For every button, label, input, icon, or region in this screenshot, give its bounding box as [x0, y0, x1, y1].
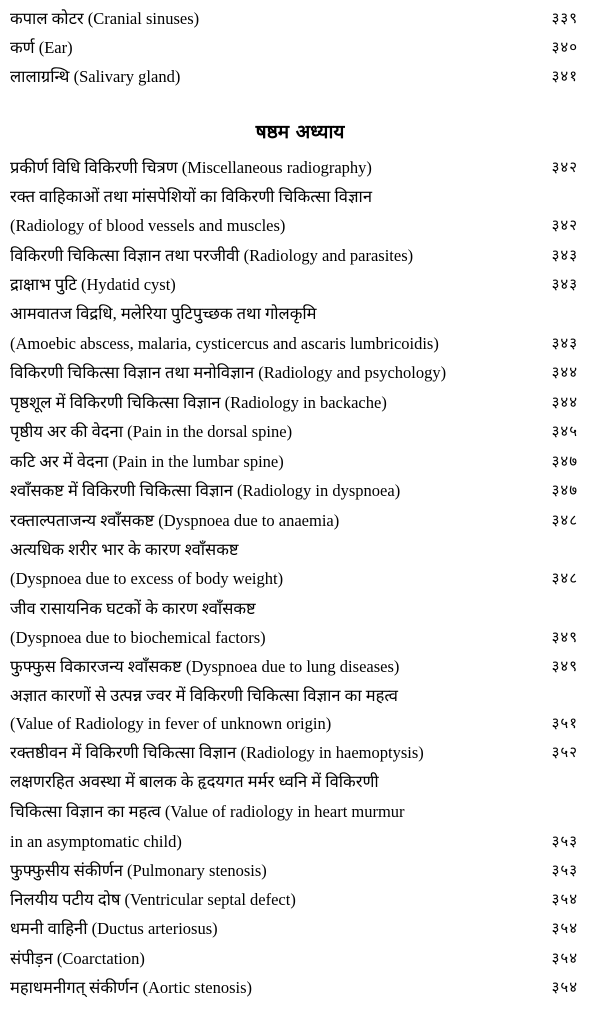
entry-title: निलयीय पटीय दोष (Ventricular septal defect) — [10, 890, 296, 909]
chapter-heading: षष्ठम अध्याय — [255, 121, 345, 143]
entry-title: रक्ताल्पताजन्य श्वाँसकष्ट (Dyspnoea due to anaemia) — [10, 511, 340, 530]
entry-title: अत्यधिक शरीर भार के कारण श्वाँसकष्ट — [10, 540, 239, 559]
toc-entry — [10, 4, 590, 33]
toc-entry — [10, 856, 590, 885]
toc-entry — [10, 944, 590, 973]
toc-entry — [10, 652, 590, 681]
toc-entry — [10, 709, 590, 738]
toc-entry — [10, 767, 590, 796]
page-number: ३४४ — [551, 363, 578, 381]
entry-title: लक्षणरहित अवस्था में बालक के हृदयगत मर्मर ध्वनि में विकिरणी — [10, 772, 379, 791]
toc-entry — [10, 358, 590, 387]
toc-entry — [10, 506, 590, 535]
entry-title: कर्ण (Ear) — [10, 38, 73, 57]
entry-title: श्वाँसकष्ट में विकिरणी चिकित्सा विज्ञान (Radiology in dyspnoea) — [10, 481, 401, 500]
toc-entry — [10, 388, 590, 417]
page-number: ३५१ — [551, 714, 578, 732]
toc-entry — [10, 564, 590, 593]
page-number: ३४७ — [551, 452, 578, 470]
page-number: ३४७ — [551, 481, 578, 499]
page-number: ३४८ — [551, 569, 578, 587]
toc-entry — [10, 885, 590, 914]
entry-title: (Amoebic abscess, malaria, cysticercus and ascaris lumbricoidis) — [10, 334, 439, 353]
toc-entry — [10, 153, 590, 182]
toc-entry — [10, 914, 590, 943]
page-number: ३४८ — [551, 511, 578, 529]
toc-entry — [10, 738, 590, 767]
page-number: ३५४ — [551, 949, 578, 967]
entry-title: पृष्ठीय अर की वेदना (Pain in the dorsal spine) — [10, 422, 293, 441]
toc-entry — [10, 476, 590, 505]
toc-entry — [10, 623, 590, 652]
page-number: ३५३ — [551, 861, 578, 879]
page-number: ३४० — [551, 38, 578, 56]
entry-title: संपीड़न (Coarctation) — [10, 949, 145, 968]
toc-entry — [10, 33, 590, 62]
toc-entry — [10, 329, 590, 358]
entry-title: विकिरणी चिकित्सा विज्ञान तथा मनोविज्ञान (Radiology and psychology) — [10, 363, 447, 382]
entry-title: विकिरणी चिकित्सा विज्ञान तथा परजीवी (Radiology and parasites) — [10, 246, 414, 265]
page-number: ३५२ — [551, 743, 578, 761]
toc-entry — [10, 973, 590, 1002]
entry-title: चिकित्सा विज्ञान का महत्व (Value of radiology in heart murmur — [10, 802, 405, 821]
page-number: ३४२ — [551, 158, 578, 176]
toc-entry — [10, 270, 590, 299]
toc-entry — [10, 681, 590, 710]
entry-title: रक्तष्ठीवन में विकिरणी चिकित्सा विज्ञान (Radiology in haemoptysis) — [10, 743, 424, 762]
entry-title: फुफ्फुस विकारजन्य श्वाँसकष्ट (Dyspnoea due to lung diseases) — [10, 657, 400, 676]
entry-title: लालाग्रन्थि (Salivary gland) — [10, 67, 181, 86]
entry-title: प्रकीर्ण विधि विकिरणी चित्रण (Miscellaneous radiography) — [10, 158, 372, 177]
page-number: ३४४ — [551, 393, 578, 411]
page-number: ३४२ — [551, 216, 578, 234]
entry-title: (Value of Radiology in fever of unknown origin) — [10, 714, 332, 733]
page-number: ३५३ — [551, 832, 578, 850]
entry-title: धमनी वाहिनी (Ductus arteriosus) — [10, 919, 218, 938]
toc-entry — [10, 447, 590, 476]
toc-entry — [10, 827, 590, 856]
entry-title: आमवातज विद्रधि, मलेरिया पुटिपुच्छक तथा गोलकृमि — [10, 304, 317, 323]
entry-title: द्राक्षाभ पुटि (Hydatid cyst) — [10, 275, 176, 294]
entry-title: (Radiology of blood vessels and muscles) — [10, 216, 286, 235]
page-number: ३३९ — [551, 9, 578, 27]
entry-title: कपाल कोटर (Cranial sinuses) — [10, 9, 200, 28]
entry-title: अज्ञात कारणों से उत्पन्न ज्वर में विकिरणी चिकित्सा विज्ञान का महत्व — [10, 686, 398, 705]
entry-title: फुफ्फुसीय संकीर्णन (Pulmonary stenosis) — [10, 861, 267, 880]
page-number: ३४३ — [551, 334, 578, 352]
toc-entry — [10, 62, 590, 91]
toc-entry — [10, 241, 590, 270]
page-number: ३५४ — [551, 919, 578, 937]
toc-entry — [10, 417, 590, 446]
page-number: ३४९ — [551, 628, 578, 646]
entry-title: जीव रासायनिक घटकों के कारण श्वाँसकष्ट — [10, 599, 256, 618]
toc-entry — [10, 535, 590, 564]
entry-title: रक्त वाहिकाओं तथा मांसपेशियों का विकिरणी चिकित्सा विज्ञान — [10, 187, 372, 206]
toc-entry — [10, 182, 590, 211]
entry-title: महाधमनीगत् संकीर्णन (Aortic stenosis) — [10, 978, 253, 997]
entry-title: in an asymptomatic child) — [10, 832, 182, 851]
toc-entry — [10, 594, 590, 623]
page-number: ३४१ — [551, 67, 578, 85]
page-number: ३५४ — [551, 890, 578, 908]
page-number: ३५४ — [551, 978, 578, 996]
entry-title: पृष्ठशूल में विकिरणी चिकित्सा विज्ञान (Radiology in backache) — [10, 393, 387, 412]
toc-entry — [10, 797, 590, 826]
entry-title: (Dyspnoea due to biochemical factors) — [10, 628, 266, 647]
entry-title: (Dyspnoea due to excess of body weight) — [10, 569, 284, 588]
page-number: ३४३ — [551, 246, 578, 264]
page-number: ३४९ — [551, 657, 578, 675]
toc-entry — [10, 299, 590, 328]
page-number: ३४५ — [551, 422, 578, 440]
toc-entry — [10, 211, 590, 240]
entry-title: कटि अर में वेदना (Pain in the lumbar spine) — [10, 452, 284, 471]
page-number: ३४३ — [551, 275, 578, 293]
